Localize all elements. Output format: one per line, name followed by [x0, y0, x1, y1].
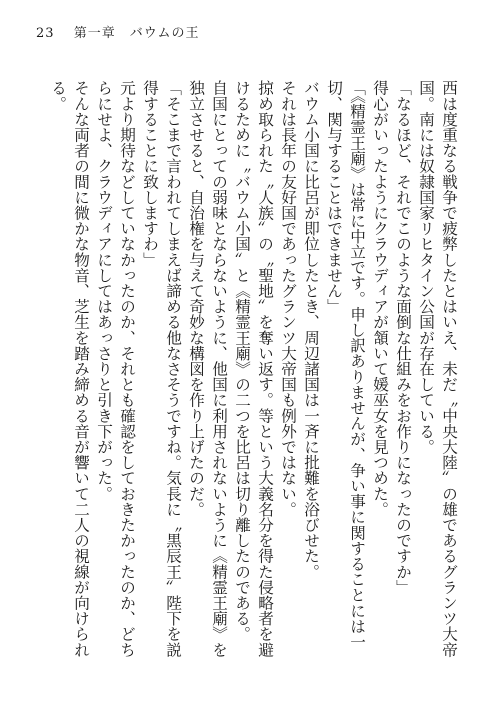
paragraph-11: そんな両者の間に微かな物音、芝生を踏み締める音が響いて二人の視線が向けられる。: [49, 80, 90, 658]
running-header: [36, 22, 200, 41]
paragraph-6: それは長年の友好国であったグランツ大帝国も例外ではない。: [279, 80, 297, 517]
paragraph-3: 得心がいったようにクラウディアが頷いて媛巫女を見つめた。: [371, 80, 389, 517]
page-number: 23: [36, 26, 55, 41]
body-text: [30, 80, 460, 660]
paragraph-8: 自国にとっての弱味とならないように、他国に利用されないように《精霊王廟》を独立させると、自治権を与えて奇妙な構図を作り上げたのだ。: [187, 80, 228, 658]
paragraph-1: 西は度重なる戦争で疲弊したとはいえ、未だ〝中央大陸〟の雄であるグランツ大帝国。南には奴隷国家リヒタイン公国が存在している。: [417, 80, 458, 658]
paragraph-10: 元より期待などしていなかったのか、それとも確認をしておきたかったのか、どちらにせよ、クラウディアにしてはあっさりと引き下がった。: [95, 80, 136, 658]
paragraph-5: バウム小国に比呂が即位したとき、周辺諸国は一斉に批難を浴びせた。: [302, 80, 320, 580]
chapter-title: 第一章 バウムの王: [73, 26, 200, 41]
paragraph-7: 掠め取られた〝人族〟の〝聖地〟を奪い返す。等という大義名分を得た侵略者を避けるために〝バウム小国〟と《精霊王廟》の二つを比呂は切り離したのである。: [233, 80, 274, 658]
paragraph-9: 「そこまで言われてしまえば諦める他なさそうですね。気長に〝黒辰王〟陛下を説得することに致しますわ」: [141, 80, 182, 658]
paragraph-4: 「《精霊王廟》は常に中立です。申し訳ありませんが、争い事に関することには一切、関与することはできません」: [325, 80, 366, 650]
paragraph-2: 「なるほど、それでこのような面倒な仕組みをお作りになったのですか」: [394, 80, 412, 595]
